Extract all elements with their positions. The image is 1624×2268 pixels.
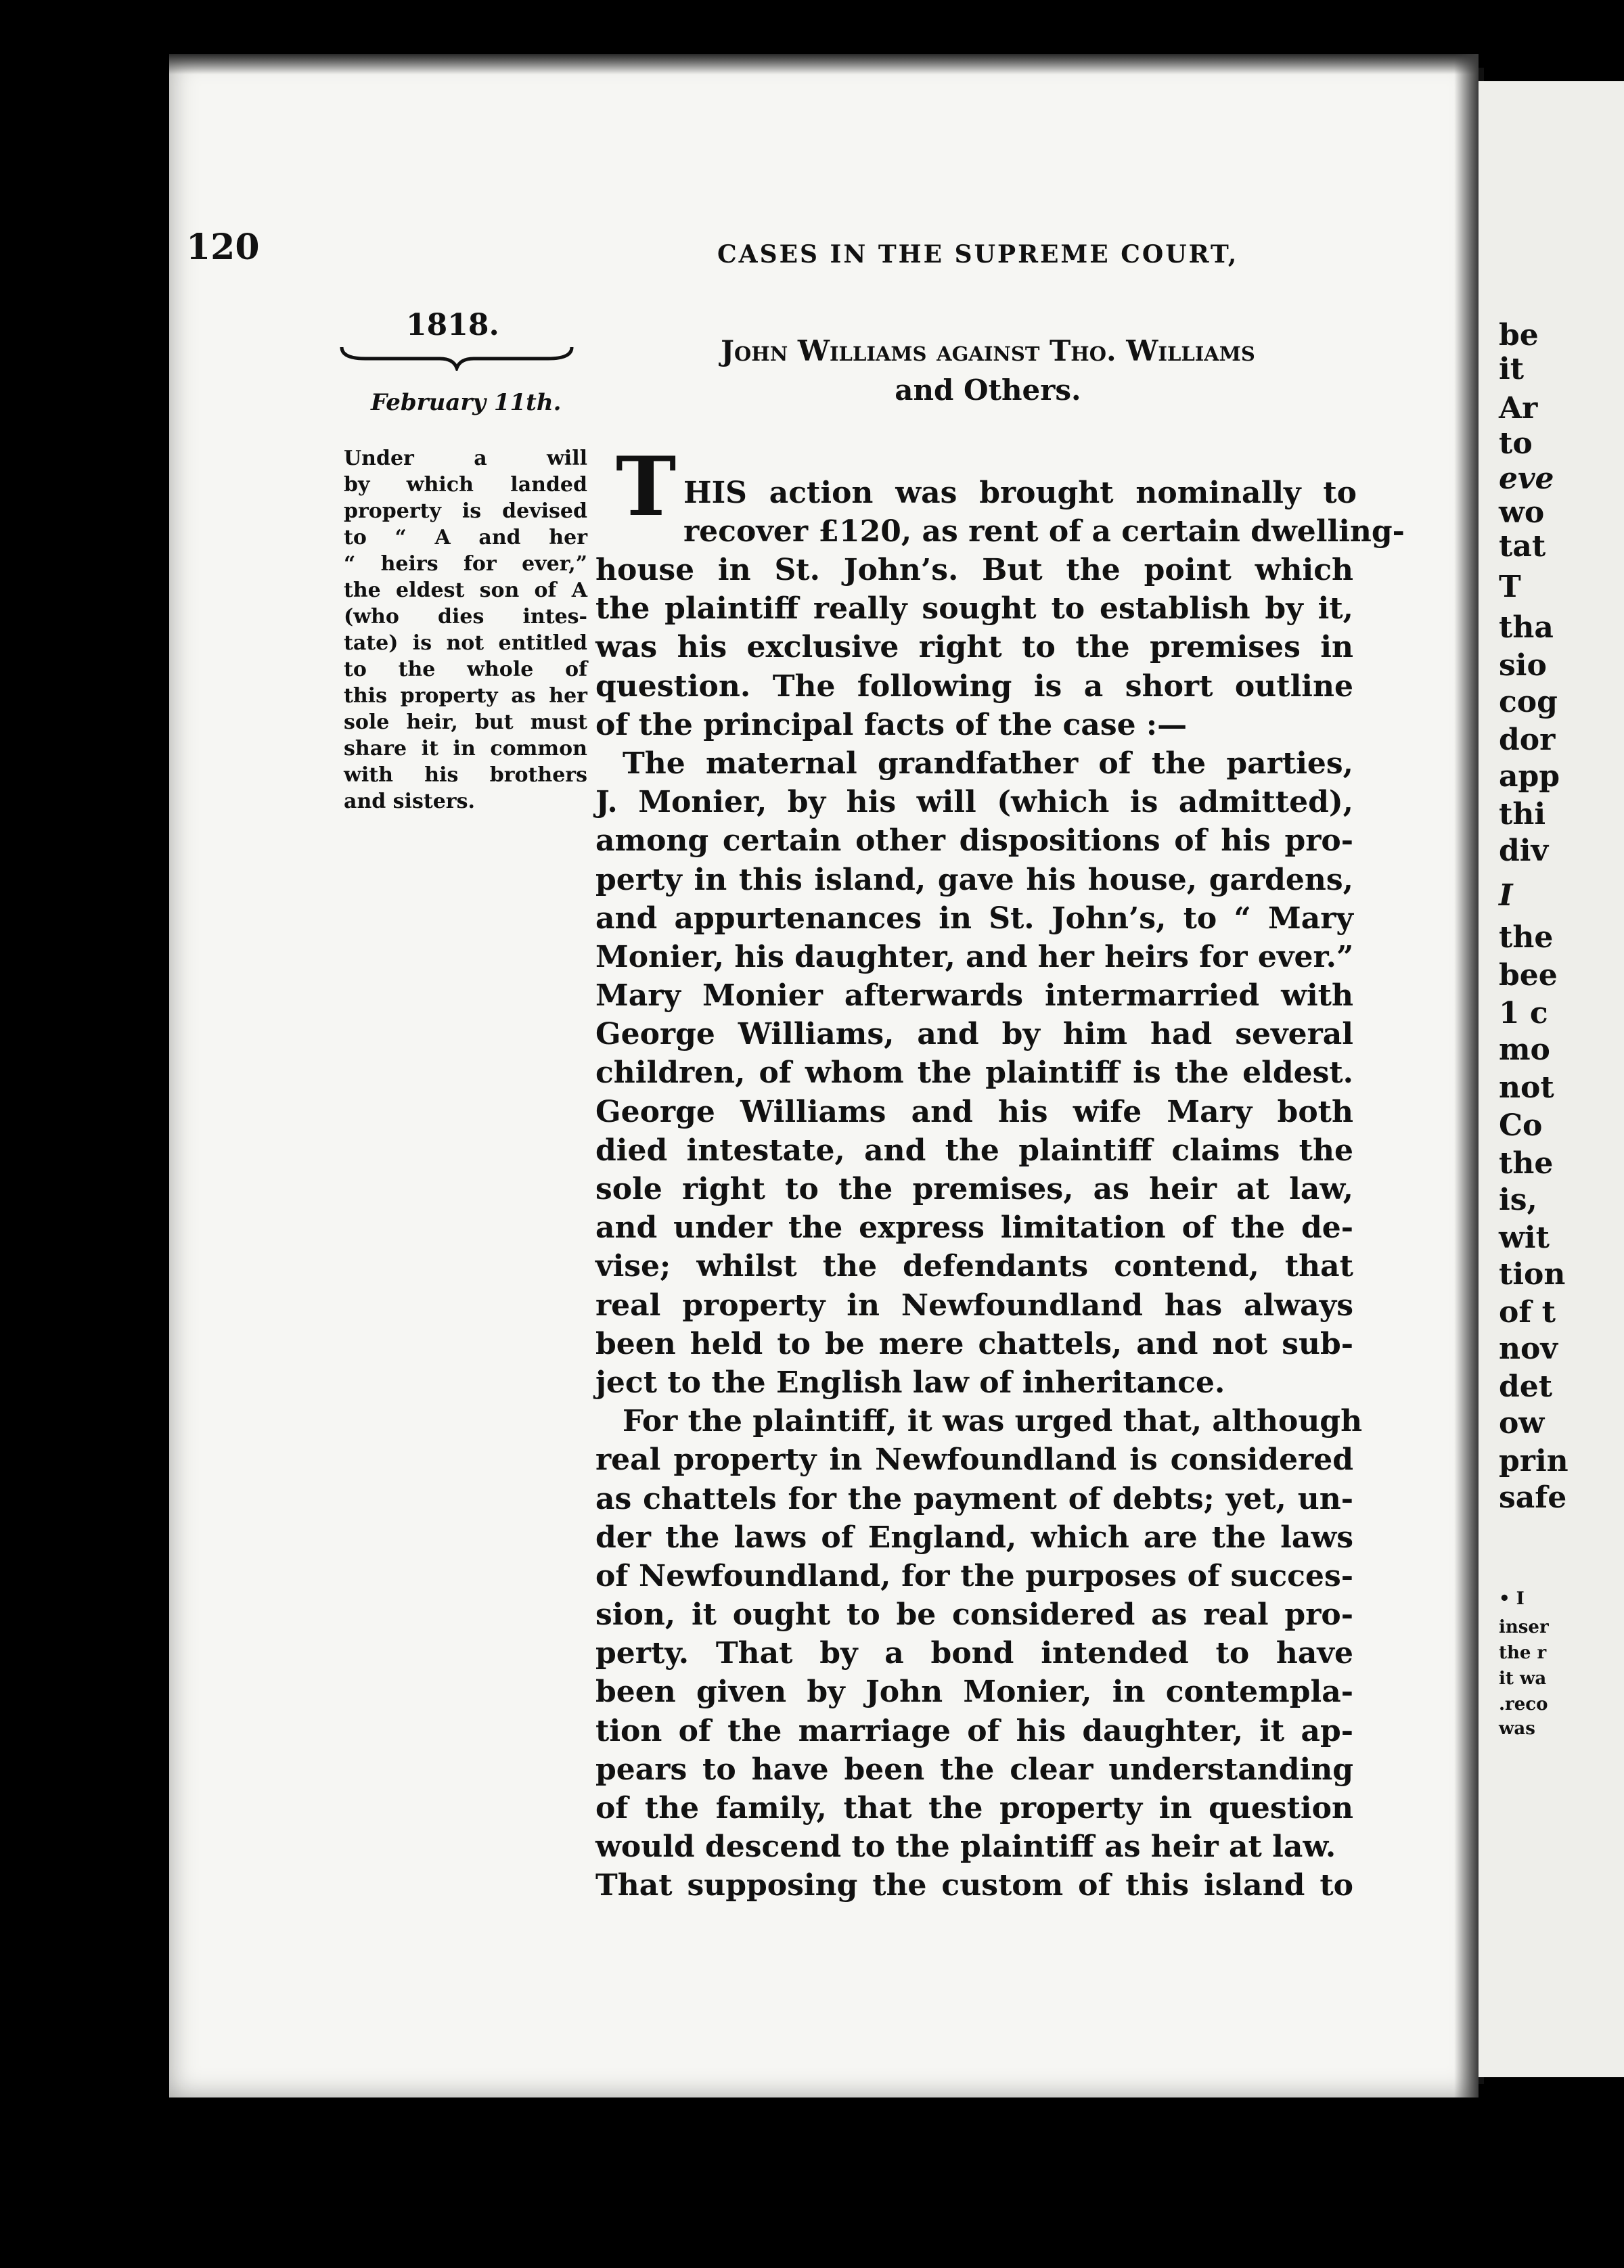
facing-page-fragment-text: be — [1499, 318, 1539, 353]
facing-page-fragment-text: tha — [1499, 610, 1554, 645]
facing-page-fragment-text: T — [1499, 570, 1521, 604]
body-line: pears to have been the clear understanding — [595, 1752, 1353, 1787]
facing-page-fragment-text: wo — [1499, 495, 1545, 530]
margin-note-line: property is devised — [344, 499, 587, 523]
body-line: been held to be mere chattels, and not sub- — [595, 1326, 1353, 1361]
body-line: the plaintiff really sought to establish by it, — [595, 591, 1353, 627]
facing-page-fragment — [1479, 81, 1624, 2077]
facing-page-fragment-text: to — [1499, 426, 1533, 461]
facing-page-fragment-text: Ar — [1499, 391, 1538, 426]
facing-page-fragment-text: not — [1499, 1070, 1554, 1105]
body-text — [595, 551, 1363, 1905]
body-line: That supposing the custom of this island to — [595, 1868, 1353, 1903]
body-line: HIS action was brought nominally to — [683, 476, 1357, 510]
facing-page-fragment-text: app — [1499, 759, 1560, 794]
body-line: vise; whilst the defendants contend, that — [595, 1249, 1353, 1284]
body-line: der the laws of England, which are the laws — [595, 1520, 1353, 1555]
body-line: tion of the marriage of his daughter, it ap- — [595, 1713, 1353, 1748]
margin-note-line: and sisters. — [344, 790, 475, 813]
page-edge-shadow — [169, 54, 1479, 74]
facing-page-fragment-text: I — [1499, 878, 1513, 913]
facing-page-fragment-text: the — [1499, 1146, 1554, 1181]
facing-page-fragment-text: mo — [1499, 1033, 1550, 1067]
margin-note — [344, 445, 587, 815]
drop-cap: T — [616, 439, 677, 535]
body-line: children, of whom the plaintiff is the eldest. — [595, 1056, 1353, 1091]
facing-page-note-fragment: it wa — [1499, 1669, 1547, 1689]
facing-page-fragment-text: Co — [1499, 1108, 1543, 1143]
running-title: CASES IN THE SUPREME COURT, — [717, 240, 1239, 269]
body-line: been given by John Monier, in contempla- — [595, 1675, 1353, 1710]
case-title-line-1: John Williams against Tho. Williams — [721, 334, 1255, 367]
body-line: The maternal grandfather of the parties, — [623, 746, 1353, 781]
case-title-line-2: and Others. — [895, 373, 1081, 407]
brace-ornament — [338, 344, 575, 371]
facing-page-fragment-text: thi — [1499, 797, 1546, 832]
facing-page-fragment-text: eve — [1499, 461, 1554, 496]
body-line: of Newfoundland, for the purposes of succes- — [595, 1558, 1353, 1593]
facing-page-note-fragment: the r — [1499, 1643, 1547, 1663]
facing-page-fragment-text: sio — [1499, 648, 1547, 683]
facing-page-fragment-text: det — [1499, 1369, 1553, 1404]
body-line: of the principal facts of the case :— — [595, 707, 1188, 742]
page-number: 120 — [186, 227, 260, 268]
body-line: sion, it ought to be considered as real pro- — [595, 1597, 1353, 1633]
facing-page-note-fragment: was — [1499, 1719, 1535, 1739]
body-line: as chattels for the payment of debts; yet, un- — [595, 1481, 1353, 1516]
margin-note-line: “ heirs for ever,” — [344, 552, 587, 576]
margin-date: February 11th. — [371, 389, 562, 416]
facing-page-fragment-text: safe — [1499, 1480, 1567, 1515]
margin-note-line: to “ A and her — [344, 526, 587, 549]
facing-page-note-fragment: • I — [1499, 1589, 1525, 1609]
body-line: George Williams and his wife Mary both — [595, 1094, 1353, 1129]
margin-year: 1818. — [406, 308, 499, 342]
margin-note-line: share it in common — [344, 737, 587, 761]
body-line: perty in this island, gave his house, gardens, — [595, 862, 1353, 897]
facing-page-fragment-text: cog — [1499, 685, 1558, 719]
facing-page-fragment-text: is, — [1499, 1183, 1537, 1217]
body-line: George Williams, and by him had several — [595, 1017, 1353, 1052]
body-line: J. Monier, by his will (which is admitted), — [595, 785, 1353, 820]
body-line: sole right to the premises, as heir at law, — [595, 1172, 1353, 1206]
body-line: perty. That by a bond intended to have — [595, 1636, 1353, 1671]
facing-page-note-fragment: inser — [1499, 1617, 1549, 1637]
margin-note-line: with his brothers — [344, 763, 587, 787]
body-line: Monier, his daughter, and her heirs for ever.” — [595, 939, 1354, 974]
facing-page-note-fragment: .reco — [1499, 1694, 1548, 1715]
facing-page-fragment-text: tat — [1499, 529, 1546, 564]
body-line: house in St. John’s. But the point which — [595, 553, 1353, 587]
facing-page-fragment-text: it — [1499, 352, 1525, 386]
body-line: of the family, that the property in question — [595, 1791, 1353, 1825]
facing-page-fragment-text: nov — [1499, 1332, 1558, 1366]
facing-page-fragment-text: div — [1499, 834, 1549, 868]
margin-note-line: to the whole of — [344, 658, 587, 681]
margin-note-line: this property as her — [344, 684, 587, 708]
body-line: real property in Newfoundland has always — [595, 1288, 1353, 1323]
facing-page-fragment-text: dor — [1499, 723, 1556, 757]
body-line: Mary Monier afterwards intermarried with — [595, 978, 1353, 1014]
facing-page-fragment-text: tion — [1499, 1257, 1566, 1292]
body-line: recover £120, as rent of a certain dwelling- — [683, 514, 1405, 549]
facing-page-fragment-text: 1 c — [1499, 996, 1548, 1030]
body-line: real property in Newfoundland is considered — [595, 1443, 1353, 1478]
case-title — [616, 332, 1360, 410]
margin-note-line: Under a will — [344, 447, 587, 470]
body-line: would descend to the plaintiff as heir at law. — [595, 1830, 1336, 1865]
margin-note-line: by which landed — [344, 473, 587, 497]
gutter-shadow — [1454, 54, 1479, 2097]
facing-page-fragment-text: of t — [1499, 1295, 1556, 1330]
facing-page-fragment-text: the — [1499, 920, 1554, 955]
facing-page-fragment-text: bee — [1499, 958, 1558, 993]
margin-note-line: sole heir, but must — [344, 710, 587, 734]
facing-page-fragment-text: wit — [1499, 1221, 1550, 1255]
body-line: For the plaintiff, it was urged that, although — [623, 1404, 1363, 1439]
body-line: was his exclusive right to the premises in — [595, 630, 1353, 665]
body-line: question. The following is a short outline — [595, 668, 1353, 704]
body-line: among certain other dispositions of his pro- — [595, 823, 1353, 859]
opening-lines — [683, 474, 1405, 551]
facing-page-fragment-text: prin — [1499, 1444, 1569, 1478]
facing-page-fragment-text: ow — [1499, 1406, 1545, 1441]
margin-note-line: the eldest son of A — [344, 579, 587, 602]
margin-note-line: (who dies intes- — [344, 605, 587, 629]
margin-note-line: tate) is not entitled — [344, 631, 587, 655]
body-line: died intestate, and the plaintiff claims the — [595, 1133, 1353, 1168]
body-line: and appurtenances in St. John’s, to “ Mary — [595, 901, 1353, 936]
body-line: and under the express limitation of the de- — [595, 1210, 1353, 1246]
body-line: ject to the English law of inheritance. — [595, 1365, 1225, 1400]
